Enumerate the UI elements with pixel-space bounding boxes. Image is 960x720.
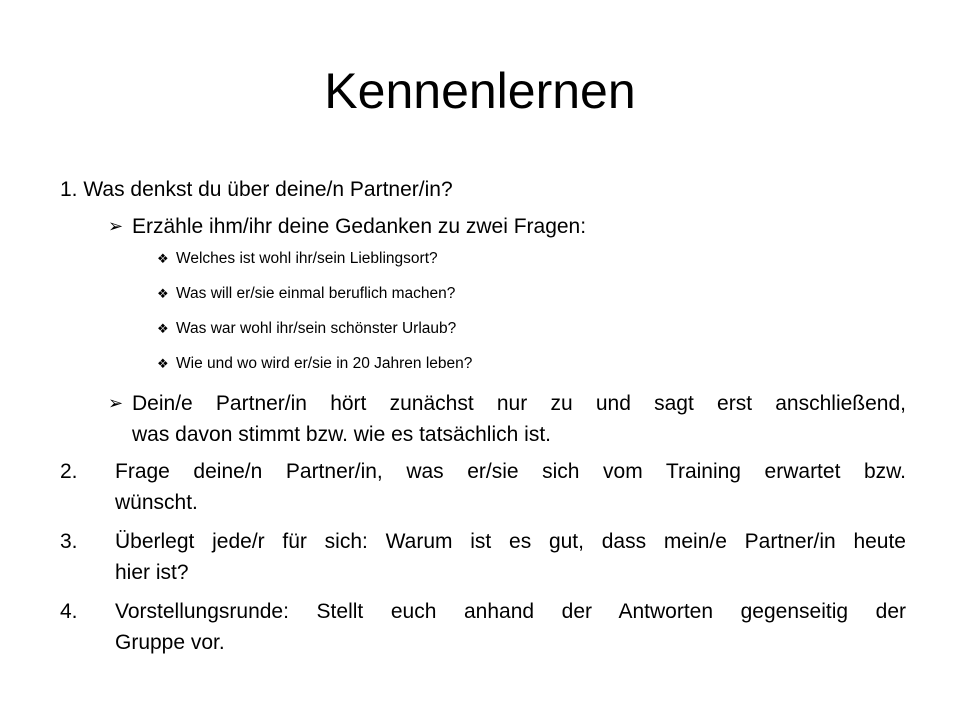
question-item [60, 283, 906, 305]
sub-item-2-line-1: Dein/e Partner/in hört zunächst nur zu und sagt erst anschließend, [132, 392, 906, 415]
diamond-bullet-icon: ❖ [157, 251, 169, 266]
question-item [60, 248, 906, 270]
diamond-bullet-icon: ❖ [157, 321, 169, 336]
item-number: 4. [60, 600, 78, 623]
numbered-item-line-1: Überlegt jede/r für sich: Warum ist es gut, dass mein/e Partner/in heute [115, 530, 906, 553]
numbered-item-4 [60, 596, 906, 658]
numbered-item-2 [60, 456, 906, 518]
numbered-item-line-1: Vorstellungsrunde: Stellt euch anhand der Antworten gegenseitig der [115, 600, 906, 623]
arrow-bullet-icon: ➢ [108, 393, 124, 413]
sub-item-1-text: Erzähle ihm/ihr deine Gedanken zu zwei Fragen: [132, 215, 587, 238]
slide-content [60, 174, 906, 666]
question-item [60, 318, 906, 340]
numbered-item-line-2: wünscht. [115, 491, 198, 514]
sub-item-2 [60, 388, 906, 450]
slide-title: Kennenlernen [324, 63, 636, 119]
diamond-bullet-icon: ❖ [157, 356, 169, 371]
diamond-bullet-icon: ❖ [157, 286, 169, 301]
sub-item-2-line-2: was davon stimmt bzw. wie es tatsächlich ist. [132, 423, 551, 446]
item-1: 1. Was denkst du über deine/n Partner/in? [60, 178, 453, 201]
question-item [60, 353, 906, 375]
question-text: Wie und wo wird er/sie in 20 Jahren leben? [176, 355, 473, 372]
arrow-bullet-icon: ➢ [108, 216, 124, 236]
question-text: Welches ist wohl ihr/sein Lieblingsort? [176, 250, 438, 267]
numbered-item-line-2: hier ist? [115, 561, 189, 584]
numbered-item-line-1: Frage deine/n Partner/in, was er/sie sich vom Training erwartet bzw. [115, 460, 906, 483]
sub-item-1 [60, 211, 906, 242]
numbered-item-3 [60, 526, 906, 588]
item-number: 2. [60, 460, 78, 483]
question-text: Was war wohl ihr/sein schönster Urlaub? [176, 320, 457, 337]
question-text: Was will er/sie einmal beruflich machen? [176, 285, 456, 302]
item-number: 3. [60, 530, 78, 553]
numbered-item-line-2: Gruppe vor. [115, 631, 225, 654]
